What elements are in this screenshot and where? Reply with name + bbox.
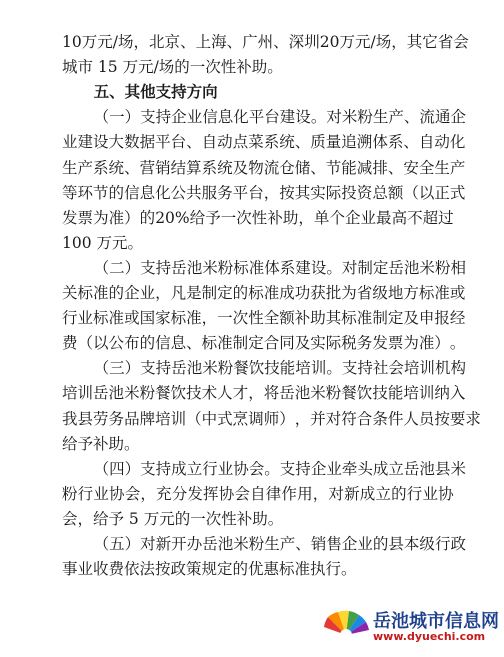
paragraph-line: 培 训 岳 池 米 粉 餐 饮 技 术 人 才 ， 将 岳 池 米 粉 餐 饮 技 能 培 训 纳 入 xyxy=(62,384,466,403)
paragraph-line: （ 二 ） 支 持 岳 池 米 粉 标 准 体 系 建 设 。 对 制 定 岳 池 米 粉 相 xyxy=(93,258,466,277)
paragraph-line: 行 业 标 准 或 国 家 标 准 ， 一 次 性 全 额 补 助 其 标 准 制 定 及 申 报 经 xyxy=(62,309,466,328)
colorful-fan-logo-icon xyxy=(321,601,371,649)
site-watermark xyxy=(321,601,499,649)
paragraph-line: 我 县 劳 务 品 牌 培 训 （ 中 式 烹 调 师 ） ， 并 对 符 合 条 件 人 员 按 要 求 xyxy=(62,409,481,428)
section-heading: 五、其他支持方向 xyxy=(93,83,218,102)
watermark-site-name: 岳池城市信息网 xyxy=(373,611,499,632)
paragraph-line: 粉 行 业 协 会 ， 充 分 发 挥 协 会 自 律 作 用 ， 对 新 成 立 的 行 业 协 xyxy=(62,484,454,503)
paragraph-line: （ 三 ） 支 持 岳 池 米 粉 餐 饮 技 能 培 训 。 支 持 社 会 培 训 机 构 xyxy=(93,359,466,378)
watermark-url[interactable]: www.dyuechi.com xyxy=(373,630,486,643)
paragraph-line: 城市 15 万元/场的一次性补助。 xyxy=(62,58,283,77)
paragraph-line: 给予补助。 xyxy=(62,434,140,453)
paragraph-line: 关 标 准 的 企 业 ， 凡 是 制 定 的 标 准 成 功 获 批 为 省 级 地 方 标 准 或 xyxy=(62,284,466,302)
paragraph-line: （ 四 ） 支 持 成 立 行 业 协 会 。 支 持 企 业 牵 头 成 立 岳 池 县 米 xyxy=(93,459,466,478)
paragraph-line: （ 一 ） 支 持 企 业 信 息 化 平 台 建 设 。 对 米 粉 生 产 、 流 通 企 xyxy=(93,108,466,127)
paragraph-line: （ 五 ） 对 新 开 办 岳 池 米 粉 生 产 、 销 售 企 业 的 县 本 级 行 政 xyxy=(93,535,466,553)
paragraph-line: 发 票 为 准 ） 的 20% 给 予 一 次 性 补 助 ， 单 个 企 业 最 高 不 超 过 xyxy=(62,208,454,227)
paragraph-line: 等 环 节 的 信 息 化 公 共 服 务 平 台 ， 按 其 实 际 投 资 总 额 （ 以 正 式 xyxy=(62,183,466,202)
paragraph-line: 10 万 元 / 场 ， 北 京 、 上 海 、 广 州 、 深 圳 20 万 元 / 场 ， 其 它 省 会 xyxy=(62,33,469,51)
paragraph-line: 会，给予 5 万元的一次性补助。 xyxy=(62,509,284,528)
paragraph-line: 事业收费依法按政策规定的优惠标准执行。 xyxy=(62,560,357,579)
paragraph-line: 业 建 设 大 数 据 平 台 、 自 动 点 菜 系 统 、 质 量 追 溯 体 系 、 自 动 化 xyxy=(62,133,466,152)
paragraph-line: 生 产 系 统 、 营 销 结 算 系 统 及 物 流 仓 储 、 节 能 减 排 、 安 全 生 产 xyxy=(62,158,466,177)
paragraph-line: 100 万元。 xyxy=(62,233,144,252)
paragraph-line: 费 （ 以 公 布 的 信 息 、 标 准 制 定 合 同 及 实 际 税 务 发 票 为 准 ） 。 xyxy=(62,334,466,353)
